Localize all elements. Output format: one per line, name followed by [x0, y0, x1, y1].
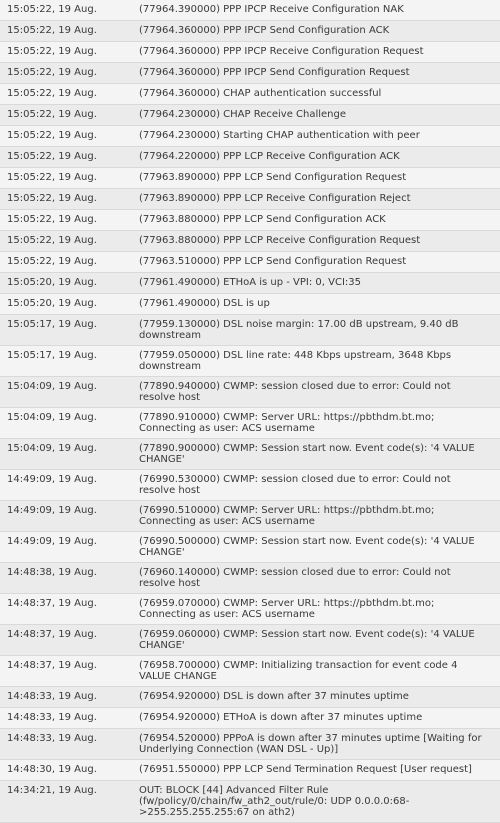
log-row [0, 563, 500, 594]
log-time: 15:05:22, 19 Aug. [7, 46, 97, 57]
log-time: 14:48:38, 19 Aug. [7, 567, 97, 578]
log-row [0, 408, 500, 439]
log-message: (77961.490000) DSL is up [139, 298, 270, 309]
log-row [0, 760, 500, 781]
log-time: 15:05:20, 19 Aug. [7, 277, 97, 288]
log-message: (76959.060000) CWMP: Session start now. Event code(s): '4 VALUE CHANGE' [139, 629, 475, 651]
log-time: 15:05:22, 19 Aug. [7, 109, 97, 120]
log-time: 15:05:22, 19 Aug. [7, 151, 97, 162]
log-row [0, 315, 500, 346]
log-time: 14:48:37, 19 Aug. [7, 660, 97, 671]
log-message: (77964.360000) CHAP authentication successful [139, 88, 382, 99]
log-message: (77890.910000) CWMP: Server URL: https://pbthdm.bt.mo; Connecting as user: ACS username [139, 412, 435, 434]
log-row [0, 273, 500, 294]
log-time: 15:05:22, 19 Aug. [7, 130, 97, 141]
log-time: 14:48:37, 19 Aug. [7, 598, 97, 609]
log-message: (77964.360000) PPP IPCP Send Configuration ACK [139, 25, 390, 36]
log-time: 14:48:37, 19 Aug. [7, 629, 97, 640]
log-message: (76990.510000) CWMP: Server URL: https://pbthdm.bt.mo; Connecting as user: ACS username [139, 505, 435, 527]
log-time: 15:05:22, 19 Aug. [7, 235, 97, 246]
log-message: (77963.510000) PPP LCP Send Configuration Request [139, 256, 407, 267]
log-message: (77890.940000) CWMP: session closed due to error: Could not resolve host [139, 381, 451, 403]
log-message: (77964.360000) PPP IPCP Receive Configuration Request [139, 46, 424, 57]
log-row [0, 63, 500, 84]
log-row [0, 501, 500, 532]
log-row [0, 532, 500, 563]
log-message: (76954.920000) DSL is down after 37 minutes uptime [139, 691, 409, 702]
log-message: (77964.230000) Starting CHAP authentication with peer [139, 130, 420, 141]
log-row [0, 126, 500, 147]
log-time: 14:48:33, 19 Aug. [7, 712, 97, 723]
log-message: (77964.220000) PPP LCP Receive Configuration ACK [139, 151, 400, 162]
log-row [0, 231, 500, 252]
log-message: (77890.900000) CWMP: Session start now. Event code(s): '4 VALUE CHANGE' [139, 443, 475, 465]
log-time: 15:04:09, 19 Aug. [7, 443, 97, 454]
log-time: 15:05:22, 19 Aug. [7, 25, 97, 36]
log-message: (77959.050000) DSL line rate: 448 Kbps upstream, 3648 Kbps downstream [139, 350, 452, 372]
log-time: 14:48:33, 19 Aug. [7, 691, 97, 702]
log-message: (77964.390000) PPP IPCP Receive Configuration NAK [139, 4, 404, 15]
log-row [0, 210, 500, 231]
log-time: 15:05:22, 19 Aug. [7, 256, 97, 267]
log-row [0, 439, 500, 470]
log-message: OUT: BLOCK [44] Advanced Filter Rule (fw/policy/0/chain/fw_ath2_out/rule/0: UDP 0.0.0.0:68->255.255.255.255:67 on ath2) [139, 785, 410, 818]
log-message: (76990.500000) CWMP: Session start now. Event code(s): '4 VALUE CHANGE' [139, 536, 475, 558]
log-time: 15:05:17, 19 Aug. [7, 319, 97, 330]
log-row [0, 189, 500, 210]
log-time: 14:48:33, 19 Aug. [7, 733, 97, 744]
log-message: (76958.700000) CWMP: Initializing transaction for event code 4 VALUE CHANGE [139, 660, 458, 682]
log-row [0, 625, 500, 656]
log-time: 15:05:22, 19 Aug. [7, 172, 97, 183]
log-time: 15:05:22, 19 Aug. [7, 214, 97, 225]
log-message: (76960.140000) CWMP: session closed due to error: Could not resolve host [139, 567, 451, 589]
log-time: 15:05:22, 19 Aug. [7, 4, 97, 15]
log-time: 15:04:09, 19 Aug. [7, 381, 97, 392]
log-message: (77963.880000) PPP LCP Send Configuration ACK [139, 214, 386, 225]
log-row [0, 252, 500, 273]
log-message: (77961.490000) ETHoA is up - VPI: 0, VCI:35 [139, 277, 362, 288]
log-time: 15:04:09, 19 Aug. [7, 412, 97, 423]
log-message: (76959.070000) CWMP: Server URL: https://pbthdm.bt.mo; Connecting as user: ACS username [139, 598, 435, 620]
log-message: (77963.890000) PPP LCP Receive Configuration Reject [139, 193, 411, 204]
log-message: (77964.230000) CHAP Receive Challenge [139, 109, 347, 120]
log-row [0, 729, 500, 760]
log-message: (77963.890000) PPP LCP Send Configuration Request [139, 172, 407, 183]
log-message: (77964.360000) PPP IPCP Send Configuration Request [139, 67, 410, 78]
log-time: 15:05:20, 19 Aug. [7, 298, 97, 309]
log-row [0, 594, 500, 625]
log-time: 14:49:09, 19 Aug. [7, 474, 97, 485]
log-message: (76951.550000) PPP LCP Send Termination Request [User request] [139, 764, 472, 775]
log-time: 15:05:22, 19 Aug. [7, 88, 97, 99]
log-row [0, 0, 500, 21]
log-time: 15:05:22, 19 Aug. [7, 67, 97, 78]
log-message: (77959.130000) DSL noise margin: 17.00 dB upstream, 9.40 dB downstream [139, 319, 459, 341]
log-message: (77963.880000) PPP LCP Receive Configuration Request [139, 235, 421, 246]
log-row [0, 687, 500, 708]
log-row [0, 470, 500, 501]
log-time: 15:05:22, 19 Aug. [7, 193, 97, 204]
log-row [0, 42, 500, 63]
log-message: (76954.920000) ETHoA is down after 37 minutes uptime [139, 712, 423, 723]
log-row [0, 781, 500, 823]
log-row [0, 168, 500, 189]
log-time: 14:49:09, 19 Aug. [7, 536, 97, 547]
log-row [0, 21, 500, 42]
log-row [0, 105, 500, 126]
log-message: (76990.530000) CWMP: session closed due to error: Could not resolve host [139, 474, 451, 496]
log-row [0, 708, 500, 729]
log-row [0, 84, 500, 105]
log-row [0, 294, 500, 315]
log-message: (76954.520000) PPPoA is down after 37 minutes uptime [Waiting for Underlying Connection (WAN DSL - Up)] [139, 733, 482, 755]
log-row [0, 656, 500, 687]
log-time: 15:05:17, 19 Aug. [7, 350, 97, 361]
log-row [0, 377, 500, 408]
log-time: 14:34:21, 19 Aug. [7, 785, 97, 796]
log-time: 14:49:09, 19 Aug. [7, 505, 97, 516]
log-row [0, 147, 500, 168]
log-row [0, 346, 500, 377]
log-time: 14:48:30, 19 Aug. [7, 764, 97, 775]
